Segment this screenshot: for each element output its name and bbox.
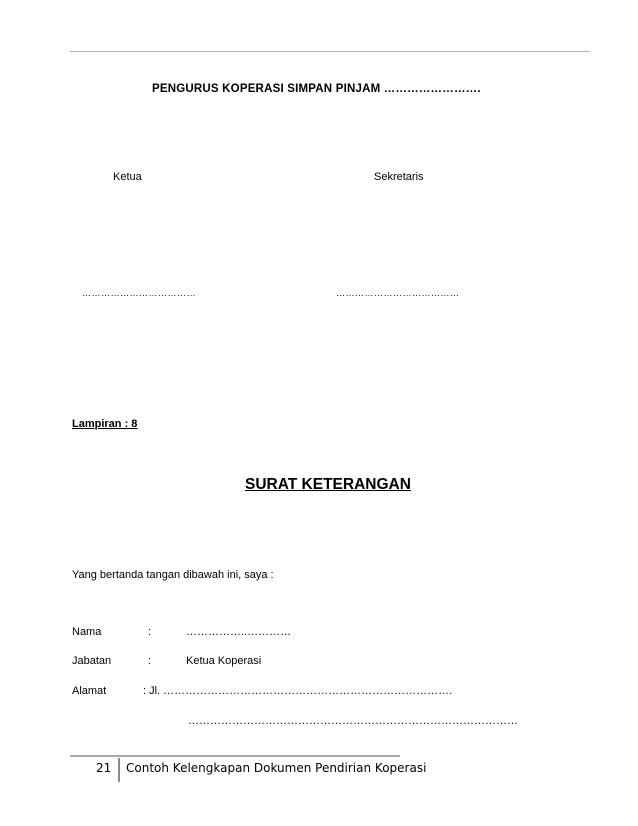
field-colon-jabatan: : xyxy=(148,655,152,667)
signature-line-ketua: ……………………………… xyxy=(82,288,196,298)
field-value-jabatan: Ketua Koperasi xyxy=(186,655,262,667)
footer-divider xyxy=(70,755,400,757)
letter-intro: Yang bertanda tangan dibawah ini, saya : xyxy=(72,569,274,581)
letter-title: SURAT KETERANGAN xyxy=(245,476,411,493)
signature-line-sekretaris: ………………………………… xyxy=(336,288,460,298)
signature-role-ketua: Ketua xyxy=(113,171,142,183)
footer-text: Contoh Kelengkapan Dokumen Pendirian Koperasi xyxy=(126,761,427,775)
top-divider xyxy=(70,51,590,52)
field-label-alamat: Alamat xyxy=(72,685,107,697)
field-value-alamat: : Jl. ……………………………………………………………………. xyxy=(143,685,453,697)
attachment-label: Lampiran : 8 xyxy=(72,418,138,430)
field-label-jabatan: Jabatan xyxy=(72,655,112,667)
address-continuation: ……………………………………………………………………………… xyxy=(188,715,518,727)
header-title: PENGURUS KOPERASI SIMPAN PINJAM ……………………. xyxy=(152,83,481,95)
footer-separator xyxy=(118,758,120,782)
field-colon-nama: : xyxy=(148,626,152,638)
field-value-nama: ……………..………… xyxy=(186,626,292,638)
page-number: 21 xyxy=(96,761,112,775)
signature-role-sekretaris: Sekretaris xyxy=(374,171,424,183)
field-label-nama: Nama xyxy=(72,626,102,638)
